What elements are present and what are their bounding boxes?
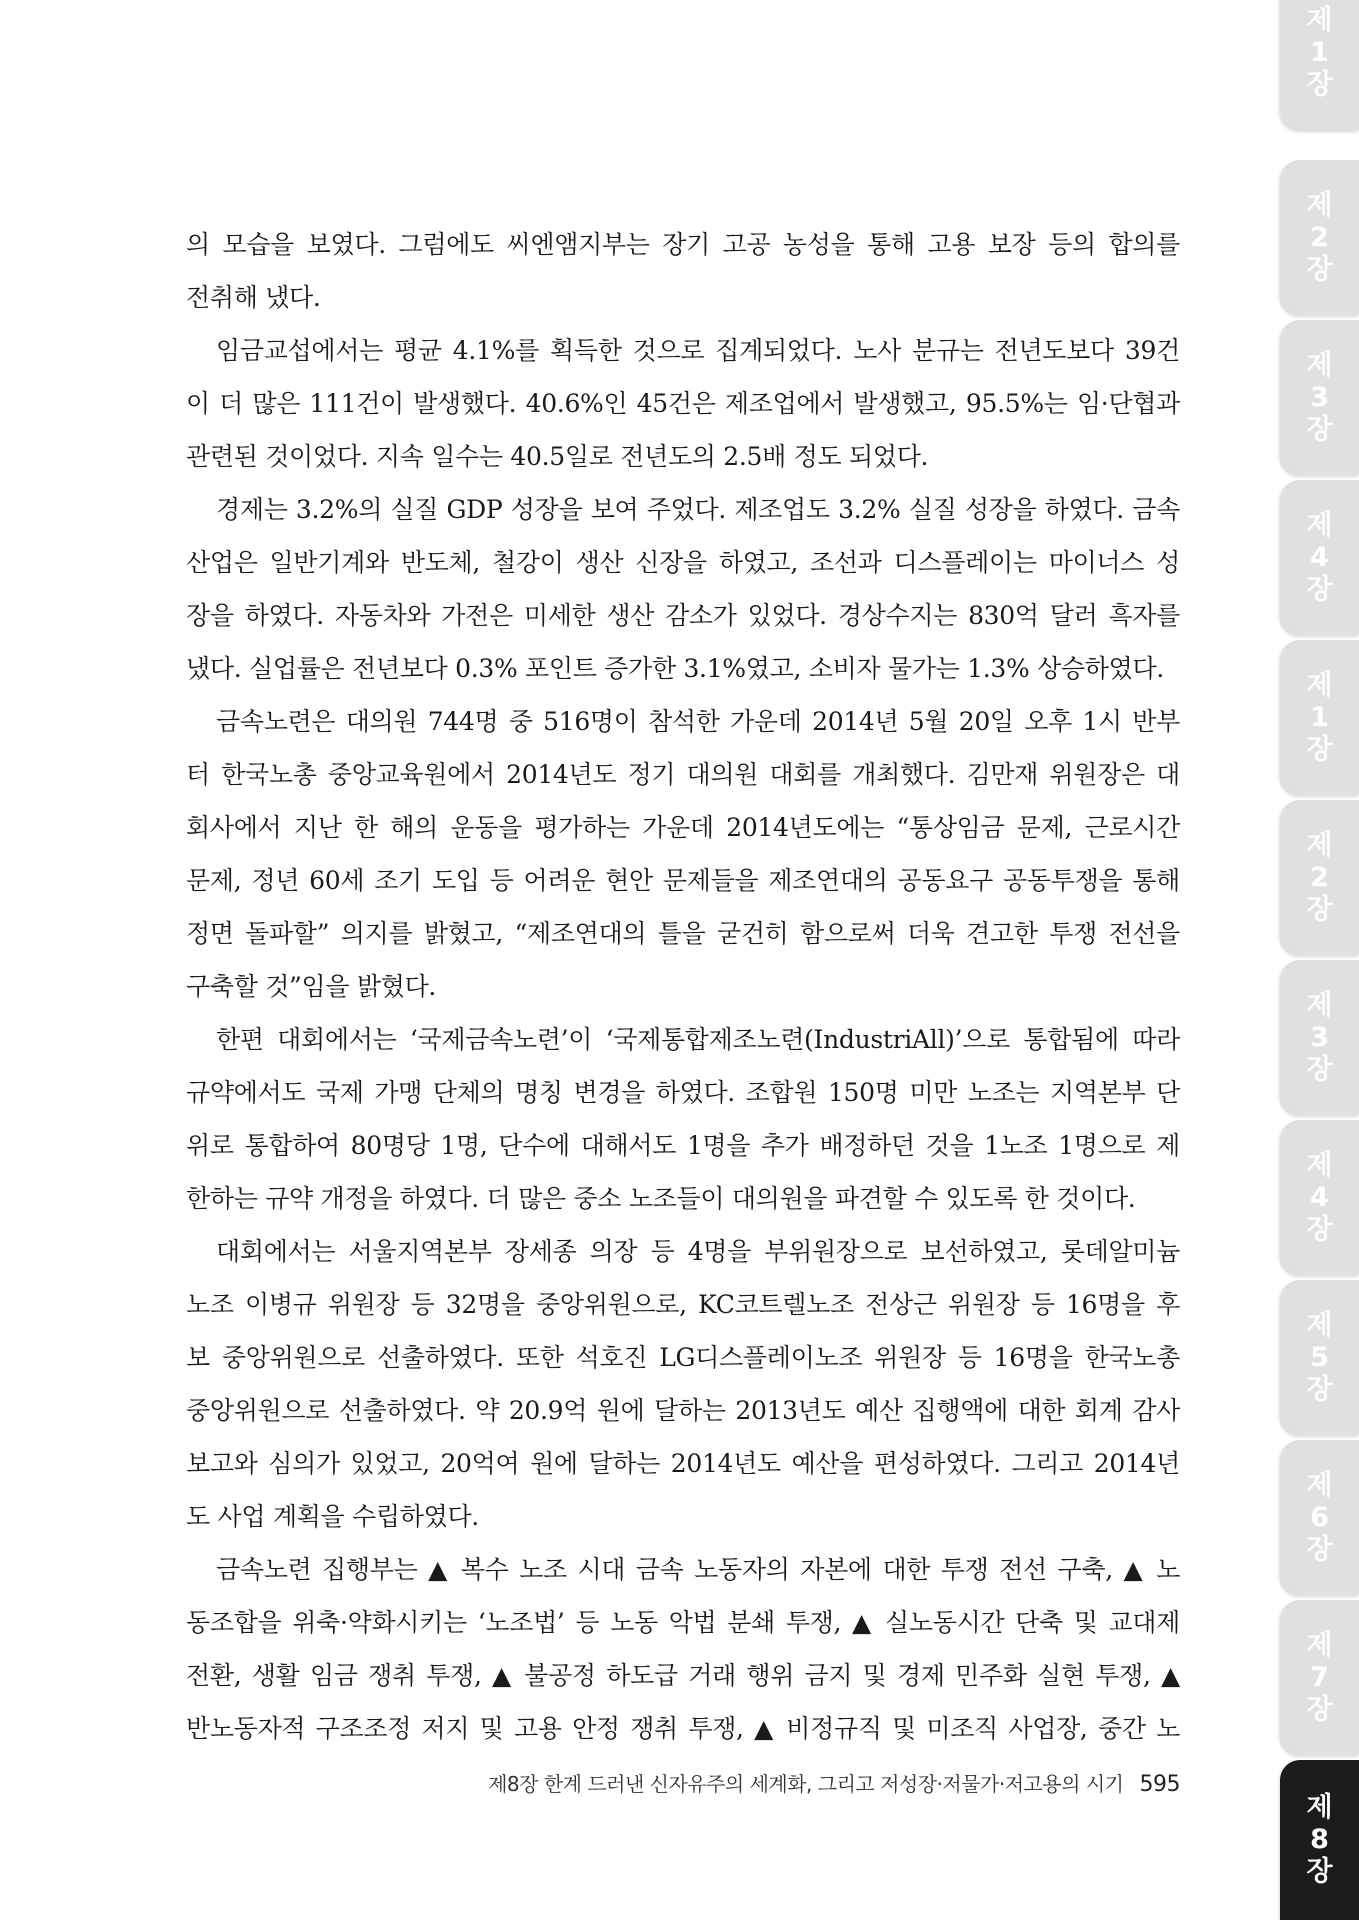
text-line: 한편 대회에서는 ‘국제금속노련’이 ‘국제통합제조노련(IndustriAll)’으로 통합됨에 따라 — [216, 1025, 1180, 1054]
chapter-tab[interactable]: 제 1 장 — [1280, 0, 1359, 130]
text-line: 이 더 많은 111건이 발생했다. 40.6%인 45건은 제조업에서 발생했고, 95.5%는 임·단협과 — [186, 389, 1180, 418]
text-line: 보 중앙위원으로 선출하였다. 또한 석호진 LG디스플레이노조 위원장 등 16명을 한국노총 — [186, 1343, 1180, 1372]
chapter-tab[interactable]: 제 3 장 — [1280, 960, 1359, 1115]
chapter-tab[interactable]: 제 7 장 — [1280, 1600, 1359, 1755]
chapter-tab[interactable]: 제 2 장 — [1280, 800, 1359, 955]
text-line: 회사에서 지난 한 해의 운동을 평가하는 가운데 2014년도에는 “통상임금 문제, 근로시간 — [186, 813, 1180, 842]
chapter-tab[interactable]: 제 4 장 — [1280, 1120, 1359, 1275]
running-title: 제8장 한계 드러낸 신자유주의 세계화, 그리고 저성장·저물가·저고용의 시기 — [488, 1772, 1124, 1796]
text-line: 장을 하였다. 자동차와 가전은 미세한 생산 감소가 있었다. 경상수지는 830억 달러 흑자를 — [186, 601, 1180, 630]
text-line: 금속노련 집행부는 ▲ 복수 노조 시대 금속 노동자의 자본에 대한 투쟁 전선 구축, ▲ 노 — [216, 1555, 1180, 1584]
text-line: 관련된 것이었다. 지속 일수는 40.5일로 전년도의 2.5배 정도 되었다. — [186, 442, 929, 471]
chapter-tab[interactable]: 제 5 장 — [1280, 1280, 1359, 1435]
text-line: 정면 돌파할” 의지를 밝혔고, “제조연대의 틀을 굳건히 함으로써 더욱 견고한 투쟁 전선을 — [186, 919, 1180, 948]
text-line: 보고와 심의가 있었고, 20억여 원에 달하는 2014년도 예산을 편성하였다. 그리고 2014년 — [186, 1449, 1180, 1478]
text-line: 문제, 정년 60세 조기 도입 등 어려운 현안 문제들을 제조연대의 공동요구 공동투쟁을 통해 — [186, 866, 1180, 895]
page-footer — [186, 1768, 1180, 1797]
text-line: 냈다. 실업률은 전년보다 0.3% 포인트 증가한 3.1%였고, 소비자 물가는 1.3% 상승하였다. — [186, 654, 1165, 683]
text-line: 도 사업 계획을 수립하였다. — [186, 1502, 479, 1531]
text-line: 전취해 냈다. — [186, 283, 321, 312]
text-line: 구축할 것”임을 밝혔다. — [186, 972, 437, 1001]
text-line: 중앙위원으로 선출하였다. 약 20.9억 원에 달하는 2013년도 예산 집행액에 대한 회계 감사 — [186, 1396, 1180, 1425]
chapter-tab[interactable]: 제 2 장 — [1280, 160, 1359, 315]
text-line: 금속노련은 대의원 744명 중 516명이 참석한 가운데 2014년 5월 20일 오후 1시 반부 — [216, 707, 1180, 736]
text-line: 경제는 3.2%의 실질 GDP 성장을 보여 주었다. 제조업도 3.2% 실질 성장을 하였다. 금속 — [216, 495, 1180, 524]
text-line: 산업은 일반기계와 반도체, 철강이 생산 신장을 하였고, 조선과 디스플레이는 마이너스 성 — [186, 548, 1180, 577]
body-text — [186, 218, 1180, 1755]
text-line: 터 한국노총 중앙교육원에서 2014년도 정기 대의원 대회를 개최했다. 김만재 위원장은 대 — [186, 760, 1180, 789]
text-line: 규약에서도 국제 가맹 단체의 명칭 변경을 하였다. 조합원 150명 미만 노조는 지역본부 단 — [186, 1078, 1180, 1107]
text-line: 한하는 규약 개정을 하였다. 더 많은 중소 노조들이 대의원을 파견할 수 있도록 한 것이다. — [186, 1184, 1136, 1213]
text-line: 위로 통합하여 80명당 1명, 단수에 대해서도 1명을 추가 배정하던 것을 1노조 1명으로 제 — [186, 1131, 1180, 1160]
text-line: 임금교섭에서는 평균 4.1%를 획득한 것으로 집계되었다. 노사 분규는 전년도보다 39건 — [216, 336, 1180, 365]
text-line: 의 모습을 보였다. 그럼에도 씨엔앰지부는 장기 고공 농성을 통해 고용 보장 등의 합의를 — [186, 230, 1180, 259]
chapter-tab[interactable]: 제 3 장 — [1280, 320, 1359, 475]
chapter-tab[interactable]: 제 6 장 — [1280, 1440, 1359, 1595]
page-number: 595 — [1139, 1772, 1180, 1797]
text-line: 동조합을 위축·약화시키는 ‘노조법’ 등 노동 악법 분쇄 투쟁, ▲ 실노동시간 단축 및 교대제 — [186, 1608, 1180, 1637]
text-line: 반노동자적 구조조정 저지 및 고용 안정 쟁취 투쟁, ▲ 비정규직 및 미조직 사업장, 중간 노 — [186, 1714, 1180, 1743]
chapter-tab[interactable]: 제 4 장 — [1280, 480, 1359, 635]
text-line: 전환, 생활 임금 쟁취 투쟁, ▲ 불공정 하도급 거래 행위 금지 및 경제 민주화 실현 투쟁, ▲ — [186, 1661, 1180, 1690]
chapter-tabs — [1280, 0, 1359, 1920]
text-line: 대회에서는 서울지역본부 장세종 의장 등 4명을 부위원장으로 보선하였고, 롯데알미늄 — [216, 1237, 1180, 1266]
text-line: 노조 이병규 위원장 등 32명을 중앙위원으로, KC코트렐노조 전상근 위원장 등 16명을 후 — [186, 1290, 1180, 1319]
chapter-tab-active[interactable]: 제 8 장 — [1280, 1760, 1359, 1920]
chapter-tab[interactable]: 제 1 장 — [1280, 640, 1359, 795]
